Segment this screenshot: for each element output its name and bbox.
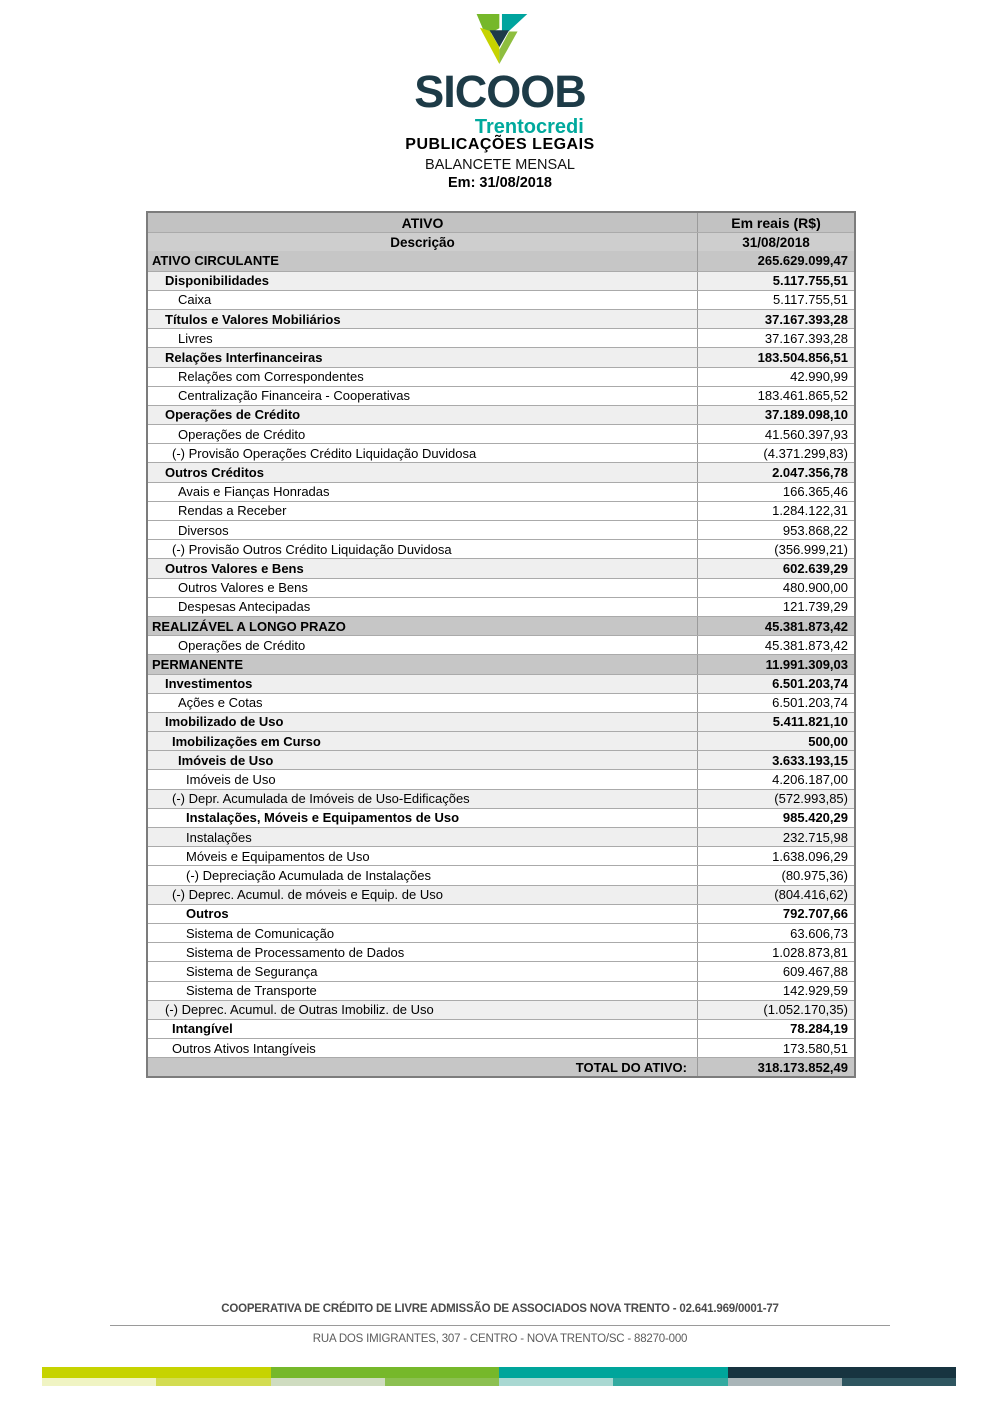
row-value: 183.461.865,52 [697, 387, 854, 405]
row-label: (-) Depr. Acumulada de Imóveis de Uso-Edificações [172, 791, 470, 807]
color-bar-segment [271, 1367, 500, 1378]
column-header-ativo: ATIVO [401, 214, 444, 231]
row-value: 232.715,98 [697, 828, 854, 846]
row-value: (356.999,21) [697, 540, 854, 558]
balance-sheet-table [146, 211, 856, 1078]
publication-title: PUBLICAÇÕES LEGAIS [405, 136, 595, 153]
row-label: Imóveis de Uso [178, 752, 274, 768]
row-label: Imobilizações em Curso [172, 733, 321, 749]
row-value: 318.173.852,49 [697, 1058, 854, 1076]
table-row [148, 635, 854, 654]
row-value: 45.381.873,42 [697, 636, 854, 654]
table-row [148, 539, 854, 558]
color-bar-segment [385, 1378, 499, 1386]
table-row [148, 405, 854, 424]
row-label: TOTAL DO ATIVO: [575, 1059, 687, 1075]
color-bar-segment [842, 1378, 956, 1386]
statement-date: Em: 31/08/2018 [448, 175, 552, 191]
row-label: Imobilizado de Uso [165, 714, 284, 730]
brand-subname: Trentocredi [474, 115, 584, 138]
row-label: Avais e Fianças Honradas [178, 484, 330, 500]
row-label: Ações e Cotas [178, 695, 263, 711]
color-bar-segment [42, 1367, 271, 1378]
row-value: 500,00 [697, 732, 854, 750]
table-row [148, 923, 854, 942]
row-label: Sistema de Transporte [186, 983, 317, 999]
row-value: 45.381.873,42 [697, 617, 854, 635]
table-row [148, 597, 854, 616]
brand-name: SICOOB [414, 66, 586, 117]
table-row [148, 712, 854, 731]
row-value: 173.580,51 [697, 1039, 854, 1057]
row-value: (4.371.299,83) [697, 444, 854, 462]
row-value: 142.929,59 [697, 982, 854, 1000]
row-label: Operações de Crédito [165, 407, 301, 423]
table-subheader-row [148, 232, 854, 251]
row-value: 37.167.393,28 [697, 310, 854, 328]
row-label: ATIVO CIRCULANTE [152, 253, 279, 269]
row-label: Outros [186, 906, 229, 922]
row-value: 4.206.187,00 [697, 770, 854, 788]
table-row [148, 386, 854, 405]
row-label: Intangível [172, 1021, 233, 1037]
row-label: Centralização Financeira - Cooperativas [178, 388, 410, 404]
row-value: 480.900,00 [697, 579, 854, 597]
row-value: 1.028.873,81 [697, 943, 854, 961]
row-value: (1.052.170,35) [697, 1001, 854, 1019]
row-label: Sistema de Comunicação [186, 925, 335, 941]
row-label: Livres [178, 330, 213, 346]
column-header-currency: Em reais (R$) [697, 213, 854, 232]
row-label: PERMANENTE [152, 656, 244, 672]
statement-type: BALANCETE MENSAL [425, 157, 575, 173]
row-label: (-) Provisão Outros Crédito Liquidação Duvidosa [172, 541, 452, 557]
table-row [148, 942, 854, 961]
table-row [148, 328, 854, 347]
row-value: 602.639,29 [697, 559, 854, 577]
table-row [148, 731, 854, 750]
row-label: Despesas Antecipadas [178, 599, 311, 615]
row-value: (80.975,36) [697, 866, 854, 884]
row-value: 2.047.356,78 [697, 463, 854, 481]
row-value: (804.416,62) [697, 886, 854, 904]
row-value: 63.606,73 [697, 924, 854, 942]
section-row [148, 654, 854, 673]
color-bar-bottom-row [42, 1378, 956, 1386]
color-bar-segment [499, 1378, 613, 1386]
row-label: Sistema de Processamento de Dados [186, 944, 405, 960]
table-header-row [148, 213, 854, 232]
row-label: Operações de Crédito [178, 426, 306, 442]
table-row [148, 347, 854, 366]
row-value: 183.504.856,51 [697, 348, 854, 366]
row-label: Outros Valores e Bens [165, 560, 304, 576]
row-label: Investimentos [165, 676, 253, 692]
color-bar-segment [42, 1378, 156, 1386]
table-row [148, 846, 854, 865]
color-bar-segment [156, 1378, 270, 1386]
row-label: Outros Ativos Intangíveis [172, 1040, 316, 1056]
row-value: 6.501.203,74 [697, 675, 854, 693]
row-label: Sistema de Segurança [186, 963, 318, 979]
logo-wordmark [414, 66, 586, 139]
row-value: 5.117.755,51 [697, 291, 854, 309]
row-label: (-) Deprec. Acumul. de móveis e Equip. de Uso [172, 887, 443, 903]
table-row [148, 367, 854, 386]
table-row [148, 789, 854, 808]
table-row [148, 424, 854, 443]
row-value: 953.868,22 [697, 521, 854, 539]
table-row [148, 482, 854, 501]
cooperative-name-cnpj: COOPERATIVA DE CRÉDITO DE LIVRE ADMISSÃO DE ASSOCIADOS NOVA TRENTO - 02.641.969/0001-77 [221, 1303, 779, 1315]
row-label: Relações Interfinanceiras [165, 349, 323, 365]
row-value: 265.629.099,47 [697, 251, 854, 270]
row-value: 78.284,19 [697, 1020, 854, 1038]
color-bar-segment [271, 1378, 385, 1386]
footer-divider [110, 1325, 890, 1326]
row-label: Operações de Crédito [178, 637, 306, 653]
table-row [148, 750, 854, 769]
brand-color-bar [42, 1367, 956, 1386]
table-row [148, 1000, 854, 1019]
row-label: Outros Créditos [165, 465, 264, 481]
row-value: 5.411.821,10 [697, 713, 854, 731]
cooperative-address: RUA DOS IMIGRANTES, 307 - CENTRO - NOVA TRENTO/SC - 88270-000 [312, 1333, 688, 1345]
color-bar-segment [613, 1378, 727, 1386]
table-row [148, 808, 854, 827]
row-label: Caixa [178, 292, 212, 308]
color-bar-segment [728, 1378, 842, 1386]
row-value: 37.189.098,10 [697, 406, 854, 424]
table-row [148, 904, 854, 923]
row-value: 42.990,99 [697, 368, 854, 386]
row-label: Móveis e Equipamentos de Uso [186, 848, 370, 864]
row-label: Outros Valores e Bens [178, 580, 308, 596]
row-value: 609.467,88 [697, 962, 854, 980]
row-label: Instalações [186, 829, 252, 845]
table-row [148, 309, 854, 328]
table-row [148, 769, 854, 788]
column-subheader-descricao: Descrição [390, 234, 455, 250]
row-value: 792.707,66 [697, 905, 854, 923]
total-row [148, 1057, 854, 1076]
row-value: (572.993,85) [697, 790, 854, 808]
section-row [148, 251, 854, 270]
table-row [148, 578, 854, 597]
row-value: 1.284.122,31 [697, 502, 854, 520]
row-label: Rendas a Receber [178, 503, 287, 519]
row-label: Instalações, Móveis e Equipamentos de Uso [186, 810, 460, 826]
color-bar-segment [499, 1367, 728, 1378]
logo [0, 14, 1000, 139]
row-value: 166.365,46 [697, 483, 854, 501]
table-row [148, 693, 854, 712]
row-label: Relações com Correspondentes [178, 369, 364, 385]
table-row [148, 1019, 854, 1038]
row-label: (-) Depreciação Acumulada de Instalações [186, 867, 431, 883]
table-row [148, 961, 854, 980]
row-label: Títulos e Valores Mobiliários [165, 311, 341, 327]
row-label: (-) Deprec. Acumul. de Outras Imobiliz. de Uso [165, 1002, 434, 1018]
table-row [148, 443, 854, 462]
table-row [148, 885, 854, 904]
table-row [148, 501, 854, 520]
table-row [148, 674, 854, 693]
row-value: 5.117.755,51 [697, 272, 854, 290]
row-value: 1.638.096,29 [697, 847, 854, 865]
section-row [148, 616, 854, 635]
row-value: 6.501.203,74 [697, 694, 854, 712]
row-label: Disponibilidades [165, 273, 270, 289]
row-value: 11.991.309,03 [697, 655, 854, 673]
table-body [148, 251, 854, 1076]
column-subheader-date: 31/08/2018 [697, 233, 854, 251]
color-bar-top-row [42, 1367, 956, 1378]
row-value: 37.167.393,28 [697, 329, 854, 347]
row-value: 41.560.397,93 [697, 425, 854, 443]
table-row [148, 520, 854, 539]
color-bar-segment [728, 1367, 957, 1378]
table-row [148, 865, 854, 884]
table-row [148, 827, 854, 846]
table-row [148, 558, 854, 577]
row-label: Imóveis de Uso [186, 772, 276, 788]
row-value: 121.739,29 [697, 598, 854, 616]
sicoob-triangle-logo-icon [466, 14, 534, 66]
table-row [148, 290, 854, 309]
row-label: Diversos [178, 522, 229, 538]
row-value: 3.633.193,15 [697, 751, 854, 769]
row-label: (-) Provisão Operações Crédito Liquidação Duvidosa [172, 445, 477, 461]
table-row [148, 462, 854, 481]
table-row [148, 981, 854, 1000]
table-row [148, 271, 854, 290]
table-row [148, 1038, 854, 1057]
row-label: REALIZÁVEL A LONGO PRAZO [152, 618, 346, 634]
row-value: 985.420,29 [697, 809, 854, 827]
